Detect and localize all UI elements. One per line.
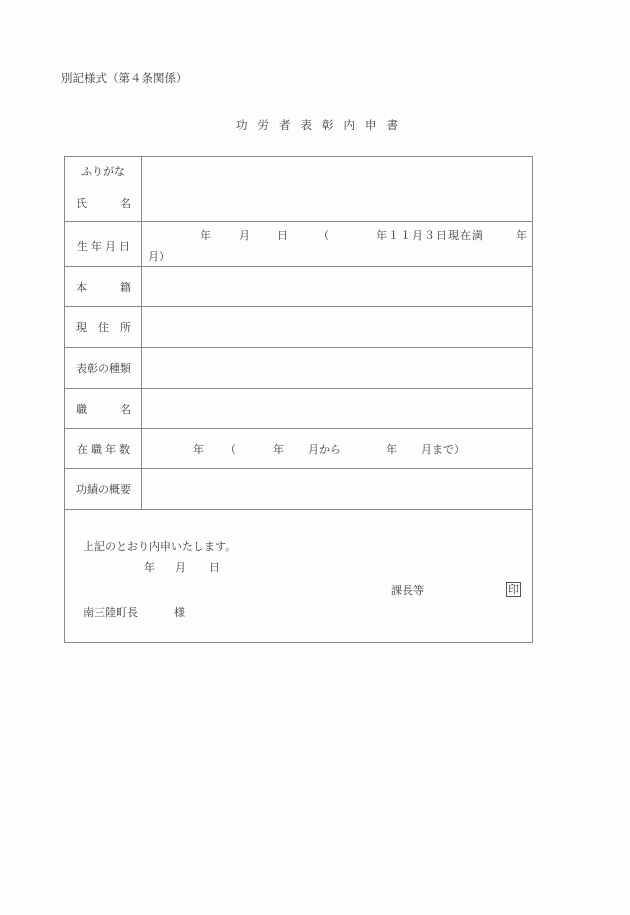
- award-type-input[interactable]: [142, 348, 532, 388]
- name-label-cell: [65, 157, 142, 221]
- honorific: 様: [174, 606, 185, 619]
- date-month: 月: [175, 561, 186, 574]
- seal-mark: 印: [508, 583, 519, 596]
- name-input[interactable]: [142, 180, 532, 221]
- address-input[interactable]: [142, 307, 532, 347]
- furigana-input[interactable]: [142, 157, 532, 180]
- row-achievements: [65, 468, 532, 509]
- address-label: 現 住 所: [76, 321, 131, 334]
- birthdate-label: 生年月日: [77, 240, 133, 253]
- award-type-label: 表彰の種類: [76, 362, 131, 375]
- honseki-input[interactable]: [142, 267, 532, 306]
- row-address: [65, 306, 532, 347]
- achievements-input[interactable]: [142, 469, 532, 509]
- declaration-section: [65, 509, 532, 642]
- row-position: [65, 388, 532, 428]
- row-honseki: [65, 266, 532, 306]
- position-input[interactable]: [142, 389, 532, 428]
- achievements-label: 功績の概要: [76, 483, 131, 496]
- birthdate-field[interactable]: 年 月 日 （ 年１１月３日現在満 年 月）: [148, 229, 527, 263]
- document-title: 功労者表彰内申書: [236, 118, 408, 132]
- honseki-label: 本 籍: [76, 281, 131, 294]
- date-year: 年: [144, 561, 155, 574]
- date-day: 日: [209, 561, 220, 574]
- application-form-table: [64, 156, 533, 643]
- declaration-statement: 上記のとおり内申いたします。: [83, 540, 237, 553]
- applicant-title: 課長等: [391, 584, 424, 597]
- row-years-of-service: [65, 428, 532, 468]
- name-value-field[interactable]: [142, 157, 532, 221]
- row-award-type: [65, 347, 532, 388]
- addressee: 南三陸町長: [83, 606, 138, 619]
- row-name: [65, 157, 532, 221]
- position-label: 職 名: [76, 403, 131, 416]
- form-reference: 別記様式（第４条関係）: [61, 71, 188, 85]
- years-of-service-label: 在職年数: [77, 443, 133, 456]
- as-of-date-text: 年１１月３日現在満: [376, 229, 484, 242]
- furigana-label: ふりがな: [81, 165, 125, 178]
- years-of-service-field[interactable]: 年 （ 年 月から 年 月まで）: [193, 443, 465, 456]
- row-birthdate: [65, 221, 532, 266]
- name-label: 氏 名: [76, 197, 131, 210]
